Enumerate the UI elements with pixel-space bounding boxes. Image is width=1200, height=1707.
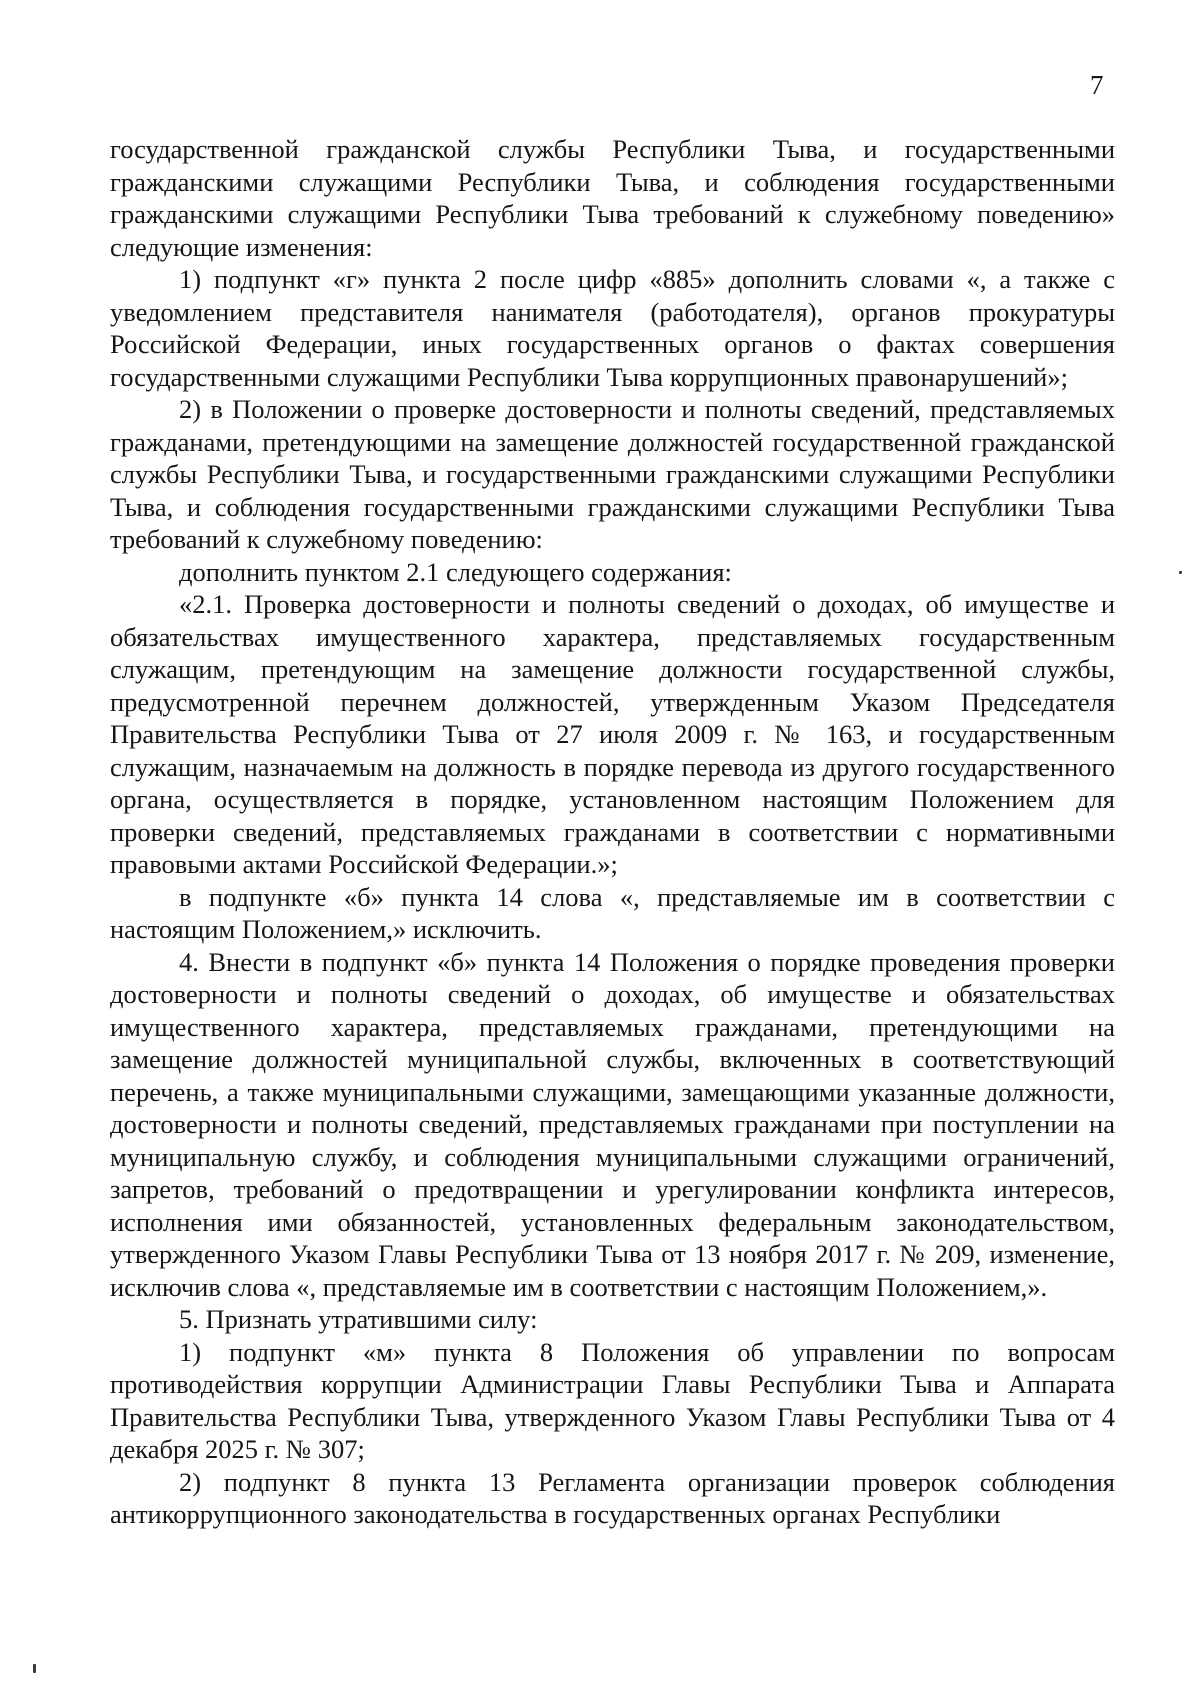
document-body	[110, 133, 1115, 1531]
paragraph-add-clause: дополнить пунктом 2.1 следующего содержания:	[179, 556, 732, 587]
page-number: 7	[1090, 70, 1104, 100]
paragraph-item-2: 2) в Положении о проверке достоверности и полноты сведений, представляемых гражданами, претендующими на замещение должностей государственной гражданской службы Республики Тыва, и государственными гражданскими служащими Республики Тыва, и соблюдения государственными гражданскими служащими Республики Тыва требований к служебному поведению:	[110, 394, 1115, 554]
paragraph-item-1: 1) подпункт «г» пункта 2 после цифр «885» дополнить словами «, а также с уведомлением представителя нанимателя (работодателя), органов прокуратуры Российской Федерации, иных государственных органов о фактах совершения государственными служащими Республики Тыва коррупционных правонарушений»;	[110, 264, 1115, 392]
paragraph-intro-continuation: государственной гражданской службы Республики Тыва, и государственными гражданскими служащими Республики Тыва, и соблюдения государственными гражданскими служащими Республики Тыва требований к служебному поведению» следующие изменения:	[110, 134, 1115, 262]
paragraph-section-5-item-2: 2) подпункт 8 пункта 13 Регламента организации проверок соблюдения антикоррупционного законодательства в государственных органах Республики	[110, 1466, 1115, 1529]
paragraph-section-4: 4. Внести в подпункт «б» пункта 14 Положения о порядке проведения проверки достоверности и полноты сведений о доходах, об имуществе и обязательствах имущественного характера, представляемых гражданами, претендующими на замещение должностей муниципальной службы, включенных в соответствующий перечень, а также муниципальными служащими, замещающими указанные должности, достоверности и полноты сведений, представляемых гражданами при поступлении на муниципальную службу, и соблюдения муниципальными служащими ограничений, запретов, требований о предотвращении и урегулировании конфликта интересов, исполнения ими обязанностей, установленных федеральным законодательством, утвержденного Указом Главы Республики Тыва от 13 ноября 2017 г. № 209, изменение, исключив слова «, представляемые им в соответствии с настоящим Положением,».	[110, 946, 1115, 1302]
paragraph-section-5-item-1: 1) подпункт «м» пункта 8 Положения об управлении по вопросам противодействия коррупции Администрации Главы Республики Тыва и Аппарата Правительства Республики Тыва, утвержденного Указом Главы Республики Тыва от 4 декабря 2025 г. № 307;	[110, 1336, 1115, 1464]
paragraph-section-5: 5. Признать утратившими силу:	[179, 1304, 538, 1334]
scan-speck	[33, 1664, 36, 1673]
paragraph-clause-2-1: «2.1. Проверка достоверности и полноты сведений о доходах, об имуществе и обязательствах имущественного характера, представляемых государственным служащим, претендующим на замещение должности государственной службы, предусмотренной перечнем должностей, утвержденным Указом Председателя Правительства Республики Тыва от 27 июля 2009 г. № 163, и государственным служащим, назначаемым на должность в порядке перевода из другого государственного органа, осуществляется в порядке, установленном настоящим Положением для проверки сведений, представляемых гражданами в соответствии с нормативными правовыми актами Российской Федерации.»;	[110, 589, 1115, 879]
paragraph-subclause-b: в подпункте «б» пункта 14 слова «, представляемые им в соответствии с настоящим Положением,» исключить.	[110, 881, 1115, 944]
scan-speck	[1179, 571, 1182, 574]
